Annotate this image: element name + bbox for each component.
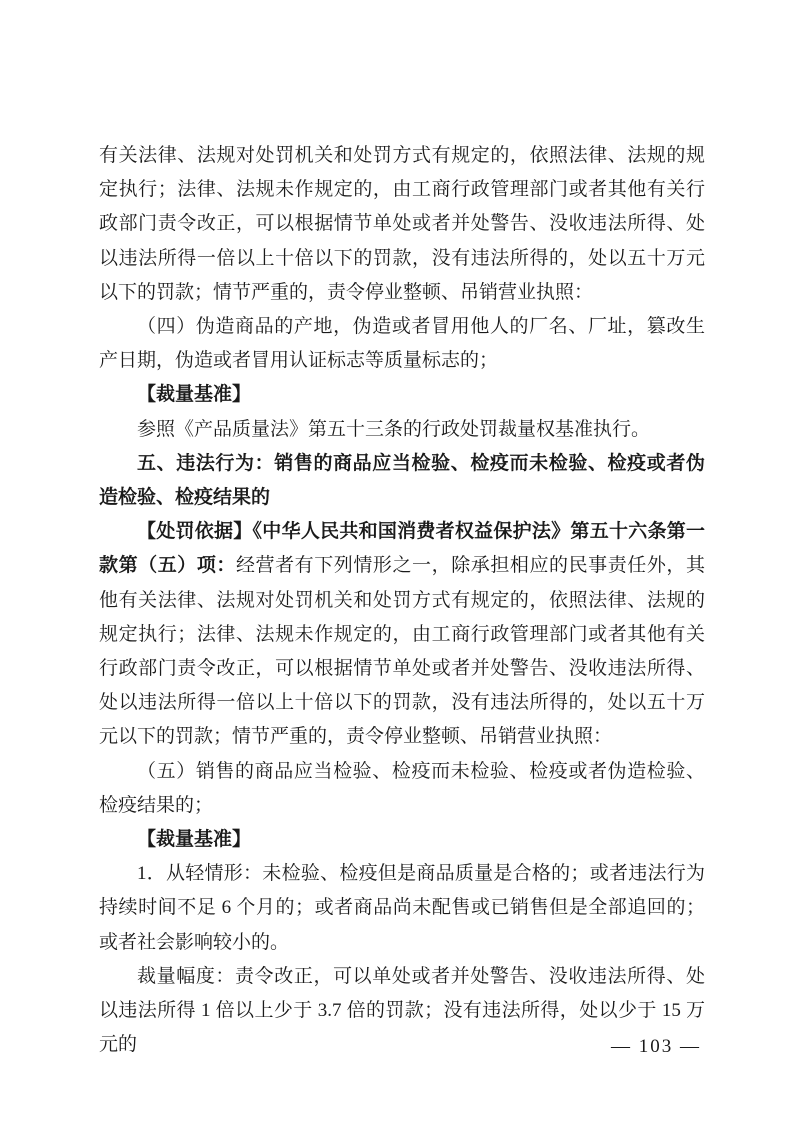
paragraph-item-five: （五）销售的商品应当检验、检疫而未检验、检疫或者伪造检验、检疫结果的； xyxy=(99,760,705,816)
page-number: — 103 — xyxy=(611,1036,701,1057)
penalty-basis-body: 经营者有下列情形之一，除承担相应的民事责任外，其他有关法律、法规对处罚机关和处罚方式有规定的，依照法律、法规的规定执行；法律、法规未作规定的，由工商行政管理部门或者其他有关行政部门责令改正，可以根据情节单处或者并处警告、没收违法所得、处以违法所得一倍以上十倍以下的罚款，没有违法所得的，处以五十万元以下的罚款；情节严重的，责令停业整顿、吊销营业执照： xyxy=(99,555,705,748)
paragraph-discretion-range: 裁量幅度：责令改正，可以单处或者并处警告、没收违法所得、处以违法所得 1 倍以上少于 3.7 倍的罚款；没有违法所得，处以少于 15 万元的 xyxy=(99,965,705,1056)
paragraph-leniency-circumstances: 1．从轻情形：未检验、检疫但是商品质量是合格的；或者违法行为持续时间不足 6 个月的；或者商品尚未配售或已销售但是全部追回的；或者社会影响较小的。 xyxy=(99,863,705,953)
paragraph-reference-product-quality-law: 参照《产品质量法》第五十三条的行政处罚裁量权基准执行。 xyxy=(137,418,651,440)
heading-discretion-basis-2: 【裁量基准】 xyxy=(137,829,252,851)
document-body xyxy=(99,139,705,1062)
heading-discretion-basis-1: 【裁量基准】 xyxy=(137,384,252,406)
paragraph-item-four: （四）伪造商品的产地，伪造或者冒用他人的厂名、厂址，篡改生产日期，伪造或者冒用认证标志等质量标志的； xyxy=(99,316,705,372)
heading-violation-five: 五、违法行为：销售的商品应当检验、检疫而未检验、检疫或者伪造检验、检疫结果的 xyxy=(99,452,705,509)
penalty-basis-label: 【处罚依据】《中华人民共和国消费者权益保护法》第五十六条第一款第（五）项： xyxy=(99,521,705,577)
paragraph-continuation: 有关法律、法规对处罚机关和处罚方式有规定的，依照法律、法规的规定执行；法律、法规未作规定的，由工商行政管理部门或者其他有关行政部门责令改正，可以根据情节单处或者并处警告、没收违法所得、处以违法所得一倍以上十倍以下的罚款，没有违法所得的，处以五十万元以下的罚款；情节严重的，责令停业整顿、吊销营业执照： xyxy=(99,145,705,303)
paragraph-penalty-basis xyxy=(99,515,705,754)
